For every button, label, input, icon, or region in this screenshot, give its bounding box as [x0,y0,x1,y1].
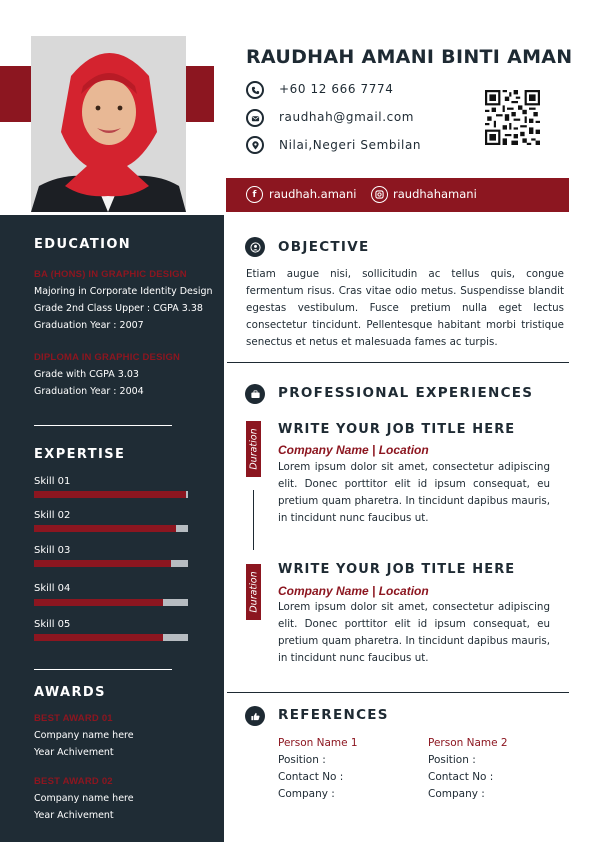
award-company: Company name here [34,730,134,741]
social-bar [226,178,569,212]
sidebar-divider [34,425,172,426]
candidate-name: RAUDHAH AMANI BINTI AMAN [246,46,573,68]
education-diploma-title: DIPLOMA IN GRAPHIC DESIGN [34,352,181,363]
section-divider [227,692,569,693]
skill-label: Skill 05 [34,619,71,630]
education-diploma-line: Graduation Year : 2004 [34,386,144,397]
duration-tab [246,564,261,620]
expertise-heading: EXPERTISE [34,447,126,462]
education-degree-line: Grade 2nd Class Upper : CGPA 3.38 [34,303,203,314]
facebook-icon[interactable]: f [246,186,263,203]
award-title: BEST AWARD 01 [34,713,113,724]
email-address: raudhah@gmail.com [279,110,415,124]
experience-heading: PROFESSIONAL EXPERIENCES [278,385,534,401]
skill-bar-fill [34,525,176,532]
award-title: BEST AWARD 02 [34,776,113,787]
job-title: WRITE YOUR JOB TITLE HERE [278,422,516,437]
award-year: Year Achivement [34,810,114,821]
instagram-handle[interactable]: raudhahamani [393,187,477,201]
skill-bar [34,491,188,498]
timeline-line [253,490,254,550]
reference-name: Person Name 1 [278,737,358,749]
education-diploma-line: Grade with CGPA 3.03 [34,369,139,380]
job-description: Lorem ipsum dolor sit amet, consectetur adipiscing elit. Donec porttitor elit id ipsum consequat, eu pretium quam pharetra. In tincidunt dapibus mauris, in tincidunt nunc faucibus ut. [278,461,550,524]
skill-bar [34,525,188,532]
job-title: WRITE YOUR JOB TITLE HERE [278,562,516,577]
skill-bar [34,560,188,567]
phone-icon [246,81,264,99]
education-degree-line: Majoring in Corporate Identity Design [34,286,213,297]
education-heading: EDUCATION [34,237,132,252]
job-duration: Duration [248,571,259,613]
user-icon [245,237,265,257]
skill-bar-fill [34,599,163,606]
instagram-icon[interactable] [371,186,388,203]
education-degree-title: BA (HONS) IN GRAPHIC DESIGN [34,269,187,280]
award-year: Year Achivement [34,747,114,758]
sidebar [0,215,224,842]
location-pin-icon [246,136,264,154]
reference-name: Person Name 2 [428,737,508,749]
section-divider [227,362,569,363]
reference-position: Position : [278,754,326,766]
references-heading: REFERENCES [278,707,389,723]
sidebar-divider [34,669,172,670]
skill-label: Skill 03 [34,545,71,556]
skill-bar-fill [34,491,186,498]
objective-text: Etiam augue nisi, sollicitudin ac tellus quis, congue fermentum risus. Cras vitae odio metus. Suspendisse blandit egestas vestibulum. Fusce pretium nulla eget lectus consectetur tincidunt. Pellentesque habitant morbi tristique senectus et netus et malesuada fames ac turpis. [246,268,564,348]
job-company: Company Name | Location [278,584,429,598]
reference-company: Company : [278,788,335,800]
phone-number: +60 12 666 7774 [279,82,394,96]
skill-bar [34,634,188,641]
qr-code [485,90,540,145]
skill-bar-fill [34,560,171,567]
reference-contact: Contact No : [278,771,344,783]
award-company: Company name here [34,793,134,804]
job-duration: Duration [248,428,259,470]
skill-label: Skill 01 [34,476,71,487]
reference-contact: Contact No : [428,771,494,783]
job-description: Lorem ipsum dolor sit amet, consectetur adipiscing elit. Donec porttitor elit id ipsum consequat, eu pretium quam pharetra. In tincidunt dapibus mauris, in tincidunt nunc faucibus ut. [278,601,550,664]
job-company: Company Name | Location [278,443,429,457]
thumbs-up-icon [245,706,265,726]
reference-company: Company : [428,788,485,800]
location-text: Nilai,Negeri Sembilan [279,138,422,152]
briefcase-icon [245,384,265,404]
awards-heading: AWARDS [34,685,106,700]
facebook-handle[interactable]: raudhah.amani [269,187,357,201]
skill-bar-fill [34,634,163,641]
education-degree-line: Graduation Year : 2007 [34,320,144,331]
email-icon [246,109,264,127]
skill-bar [34,599,188,606]
skill-label: Skill 02 [34,510,71,521]
skill-label: Skill 04 [34,583,71,594]
profile-photo [31,36,186,212]
reference-position: Position : [428,754,476,766]
objective-heading: OBJECTIVE [278,239,370,255]
duration-tab [246,421,261,477]
